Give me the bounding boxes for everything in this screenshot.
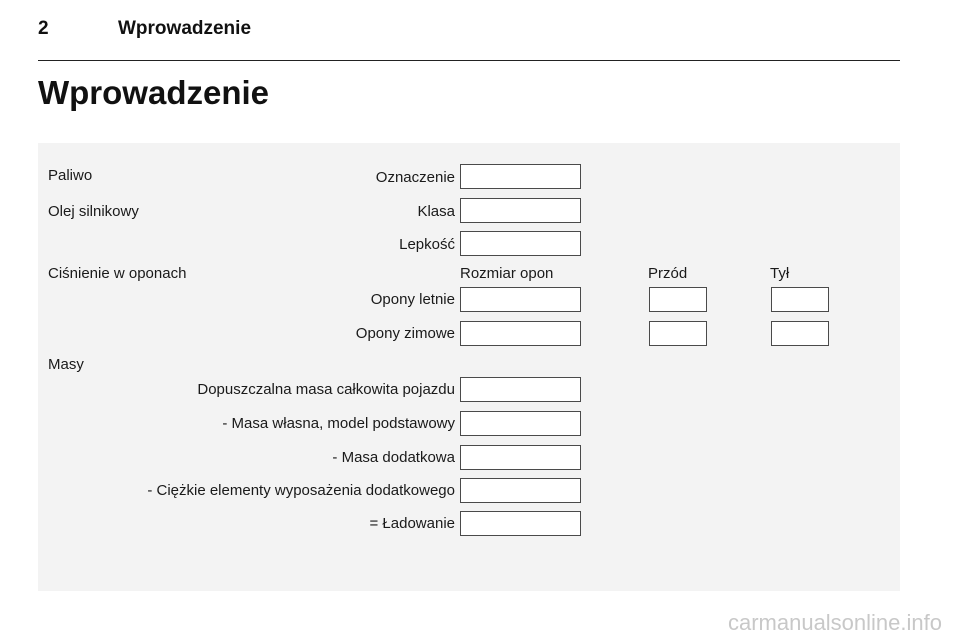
- fuel-designation-label: Oznaczenie: [375, 169, 455, 186]
- winter-tyres-rear-field[interactable]: [771, 321, 829, 346]
- summer-tyres-size-field[interactable]: [460, 287, 581, 312]
- header-section-title: Wprowadzenie: [118, 18, 252, 39]
- summer-tyres-rear-field[interactable]: [771, 287, 829, 312]
- tyre-front-column-header: Przód: [648, 265, 688, 282]
- summer-tyres-label: Opony letnie: [370, 291, 455, 308]
- header-divider: [38, 60, 900, 61]
- summer-tyres-front-field[interactable]: [649, 287, 707, 312]
- additional-mass-field[interactable]: [460, 445, 581, 470]
- heavy-equipment-field[interactable]: [460, 478, 581, 503]
- winter-tyres-label: Opony zimowe: [355, 325, 455, 342]
- gross-vehicle-mass-label: Dopuszczalna masa całkowita pojazdu: [197, 381, 455, 398]
- tyre-size-column-header: Rozmiar opon: [460, 265, 554, 282]
- engine-oil-section-label: Olej silnikowy: [48, 203, 139, 220]
- tyre-rear-column-header: Tył: [770, 265, 790, 282]
- winter-tyres-front-field[interactable]: [649, 321, 707, 346]
- masses-section-label: Masy: [48, 356, 84, 373]
- heavy-equipment-label: - Ciężkie elementy wyposażenia dodatkowego: [147, 482, 455, 499]
- fuel-designation-field[interactable]: [460, 164, 581, 189]
- oil-viscosity-field[interactable]: [460, 231, 581, 256]
- additional-mass-label: - Masa dodatkowa: [332, 449, 455, 466]
- oil-class-label: Klasa: [417, 203, 455, 220]
- kerb-weight-field[interactable]: [460, 411, 581, 436]
- kerb-weight-label: - Masa własna, model podstawowy: [222, 415, 455, 432]
- page-title: Wprowadzenie: [38, 74, 270, 111]
- watermark: carmanualsonline.info: [727, 610, 942, 635]
- tyre-pressure-section-label: Ciśnienie w oponach: [48, 265, 187, 282]
- gross-vehicle-mass-field[interactable]: [460, 377, 581, 402]
- oil-viscosity-label: Lepkość: [399, 236, 455, 253]
- fuel-section-label: Paliwo: [48, 167, 93, 184]
- winter-tyres-size-field[interactable]: [460, 321, 581, 346]
- payload-label: = Ładowanie: [369, 515, 455, 532]
- oil-class-field[interactable]: [460, 198, 581, 223]
- payload-field[interactable]: [460, 511, 581, 536]
- page-number: 2: [38, 18, 49, 39]
